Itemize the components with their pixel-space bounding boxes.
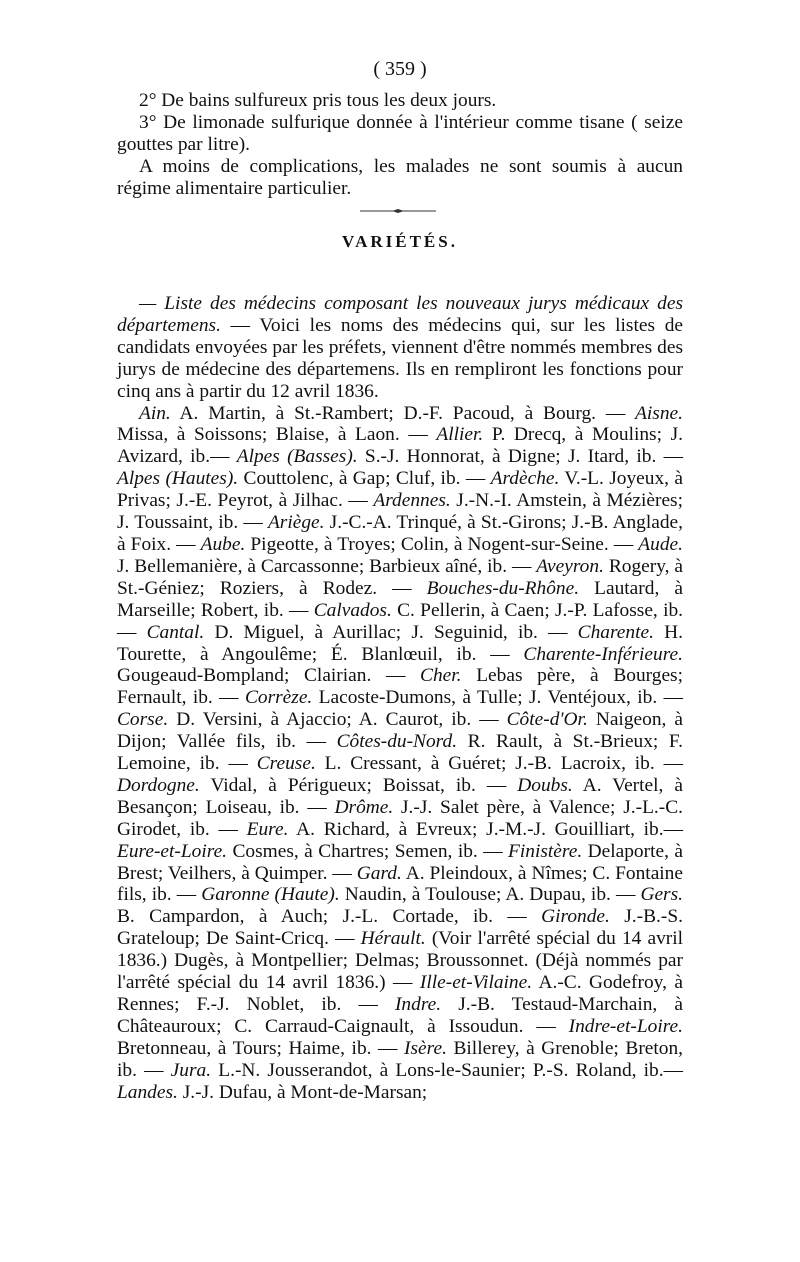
department-name: Gers. <box>640 884 683 906</box>
department-name: Aveyron. <box>536 555 604 577</box>
department-name: Aube. <box>200 533 246 555</box>
department-members: J.-B. Testaud-Marchain, à Châteauroux; C. Carraud-Caignault, à Issoudun. — <box>117 994 683 1037</box>
department-name: Cher. <box>420 665 462 687</box>
department-name: Calvados. <box>313 599 392 621</box>
department-members: (Voir l'arrêté spécial du 14 avril 1836.) Dugès, à Montpellier; Delmas; Broussonnet. (Déjà nommés par l'arrêté spécial du 14 avril 1836.) — <box>117 928 683 994</box>
department-members: S.-J. Honnorat, à Digne; J. Itard, ib. — <box>357 446 683 468</box>
department-name: Gard. <box>356 862 402 884</box>
page-number: ( 359 ) <box>373 58 427 80</box>
department-name: Finistère. <box>508 840 583 862</box>
department-members: A. Vertel, à Besançon; Loiseau, ib. — <box>117 774 683 818</box>
department-members: Pigeotte, à Troyes; Colin, à Nogent-sur-Seine. — <box>245 533 639 555</box>
department-members: C. Pellerin, à Caen; J.-P. Lafosse, ib. — <box>117 599 683 643</box>
intro-line-2: 3° De limonade sulfurique donnée à l'intérieur comme tisane ( seize gouttes par litre). <box>117 111 683 155</box>
department-name: Ain. <box>139 402 171 424</box>
department-members: Cosmes, à Chartres; Semen, ib. — <box>227 840 509 862</box>
list-title: — Liste des médecins composant les nouveaux jurys médicaux des départemens. <box>117 293 683 336</box>
department-name: Charente. <box>577 621 654 643</box>
department-members: A. Martin, à St.-Rambert; D.-F. Pacoud, à Bourg. — <box>170 402 636 424</box>
department-name: Corse. <box>117 709 169 731</box>
department-name: Drôme. <box>334 796 394 818</box>
department-members: J.-B.-S. Grateloup; De Saint-Cricq. — <box>117 906 683 950</box>
department-name: Isère. <box>404 1037 447 1059</box>
department-name: Côte-d'Or. <box>506 709 588 731</box>
department-members: J.-C.-A. Trinqué, à St.-Girons; J.-B. Anglade, à Foix. — <box>117 512 684 555</box>
section-title: VARIÉTÉS. <box>342 232 458 251</box>
department-members: J.-J. Dufau, à Mont-de-Marsan; <box>177 1081 428 1103</box>
intro-paragraph: A moins de complications, les malades ne sont soumis à aucun régime alimentaire particulier. <box>117 155 683 199</box>
department-name: Charente-Inférieure. <box>523 643 683 665</box>
department-members: R. Rault, à St.-Brieux; F. Lemoine, ib. — <box>117 731 683 775</box>
department-members: Lebas père, à Bourges; Fernault, ib. — <box>117 665 683 709</box>
department-name: Doubs. <box>517 774 573 796</box>
department-members: B. Campardon, à Auch; J.-L. Cortade, ib. — <box>117 906 542 928</box>
department-name: Aude. <box>638 533 683 555</box>
department-members: Rogery, à St.-Géniez; Roziers, à Rodez. — <box>117 555 683 599</box>
department-name: Creuse. <box>256 753 316 775</box>
department-name: Cantal. <box>146 621 205 643</box>
intro-block <box>117 90 683 200</box>
department-members: Delaporte, à Brest; Veilhers, à Quimper. — <box>117 840 683 884</box>
department-name: Alpes (Hautes). <box>117 468 239 490</box>
department-members: A. Pleindoux, à Nîmes; C. Fontaine fils, ib. — <box>117 862 683 906</box>
departments-paragraph <box>117 403 683 1104</box>
department-members: H. Tourette, à Angoulême; É. Blanlœuil, ib. — <box>117 621 683 665</box>
department-name: Eure. <box>246 818 289 840</box>
department-name: Bouches-du-Rhône. <box>426 577 580 599</box>
department-members: Naudin, à Toulouse; A. Dupau, ib. — <box>339 884 641 906</box>
department-name: Ardennes. <box>373 490 451 512</box>
department-name: Côtes-du-Nord. <box>336 731 458 753</box>
department-members: L. Cressant, à Guéret; J.-B. Lacroix, ib. — <box>315 753 683 775</box>
department-name: Gironde. <box>541 906 610 928</box>
department-name: Indre-et-Loire. <box>568 1015 683 1037</box>
intro-line-1: 2° De bains sulfureux pris tous les deux jours. <box>139 90 497 111</box>
list-intro-paragraph <box>117 293 683 403</box>
department-members: J.-J. Salet père, à Valence; J.-L.-C. Girodet, ib. — <box>117 796 684 840</box>
department-name: Jura. <box>170 1059 212 1081</box>
department-members: J.-N.-I. Amstein, à Mézières; J. Toussaint, ib. — <box>117 490 683 534</box>
department-members: Lacoste-Dumons, à Tulle; J. Ventéjoux, ib. — <box>312 687 683 709</box>
department-name: Ille-et-Vilaine. <box>419 972 533 994</box>
department-members: A.-C. Godefroy, à Rennes; F.-J. Noblet, ib. — <box>117 972 683 1015</box>
department-name: Ardèche. <box>490 468 560 490</box>
department-name: Garonne (Haute). <box>201 884 340 906</box>
department-name: Alpes (Basses). <box>236 446 358 468</box>
department-name: Corrèze. <box>244 687 313 709</box>
department-members: Couttolenc, à Gap; Cluf, ib. — <box>238 468 491 490</box>
department-members: Missa, à Soissons; Blaise, à Laon. — <box>117 424 437 446</box>
department-members: Naigeon, à Dijon; Vallée fils, ib. — <box>117 709 683 753</box>
department-members: D. Versini, à Ajaccio; A. Caurot, ib. — <box>168 709 507 731</box>
department-name: Indre. <box>394 994 442 1015</box>
department-members: Bretonneau, à Tours; Haime, ib. — <box>117 1037 405 1059</box>
department-name: Landes. <box>117 1081 178 1103</box>
department-name: Ariège. <box>267 512 325 534</box>
department-members: Billerey, à Grenoble; Breton, ib. — <box>117 1037 684 1081</box>
department-name: Dordogne. <box>117 774 200 796</box>
department-members: J. Bellemanière, à Carcassonne; Barbieux aîné, ib. — <box>117 555 537 577</box>
department-members: P. Drecq, à Moulins; J. Avizard, ib.— <box>117 424 683 468</box>
department-members: Lautard, à Marseille; Robert, ib. — <box>117 577 683 621</box>
department-members: V.-L. Joyeux, à Privas; J.-E. Peyrot, à Jilhac. — <box>117 468 684 512</box>
department-name: Allier. <box>436 424 484 446</box>
department-members: D. Miguel, à Aurillac; J. Seguinid, ib. — <box>204 621 578 643</box>
department-name: Eure-et-Loire. <box>117 840 228 862</box>
jury-list <box>117 293 683 1104</box>
department-members: A. Richard, à Evreux; J.-M.-J. Gouilliart, ib.— <box>288 818 683 840</box>
department-name: Aisne. <box>635 402 683 424</box>
list-intro-text: — Voici les noms des médecins qui, sur les listes de candidats envoyées par les préfets, viennent d'être nommés membres des jurys de médecine des départemens. Ils en rempliront les fonctions pour cinq ans à partir du 12 avril 1836. <box>117 314 683 402</box>
ornamental-divider <box>356 208 440 214</box>
department-members: L.-N. Jousserandot, à Lons-le-Saunier; P.-S. Roland, ib.— <box>211 1059 683 1081</box>
department-members: Gougeaud-Bompland; Clairian. — <box>117 665 421 687</box>
department-name: Hérault. <box>360 928 426 950</box>
department-members: Vidal, à Périgueux; Boissat, ib. — <box>199 774 518 796</box>
